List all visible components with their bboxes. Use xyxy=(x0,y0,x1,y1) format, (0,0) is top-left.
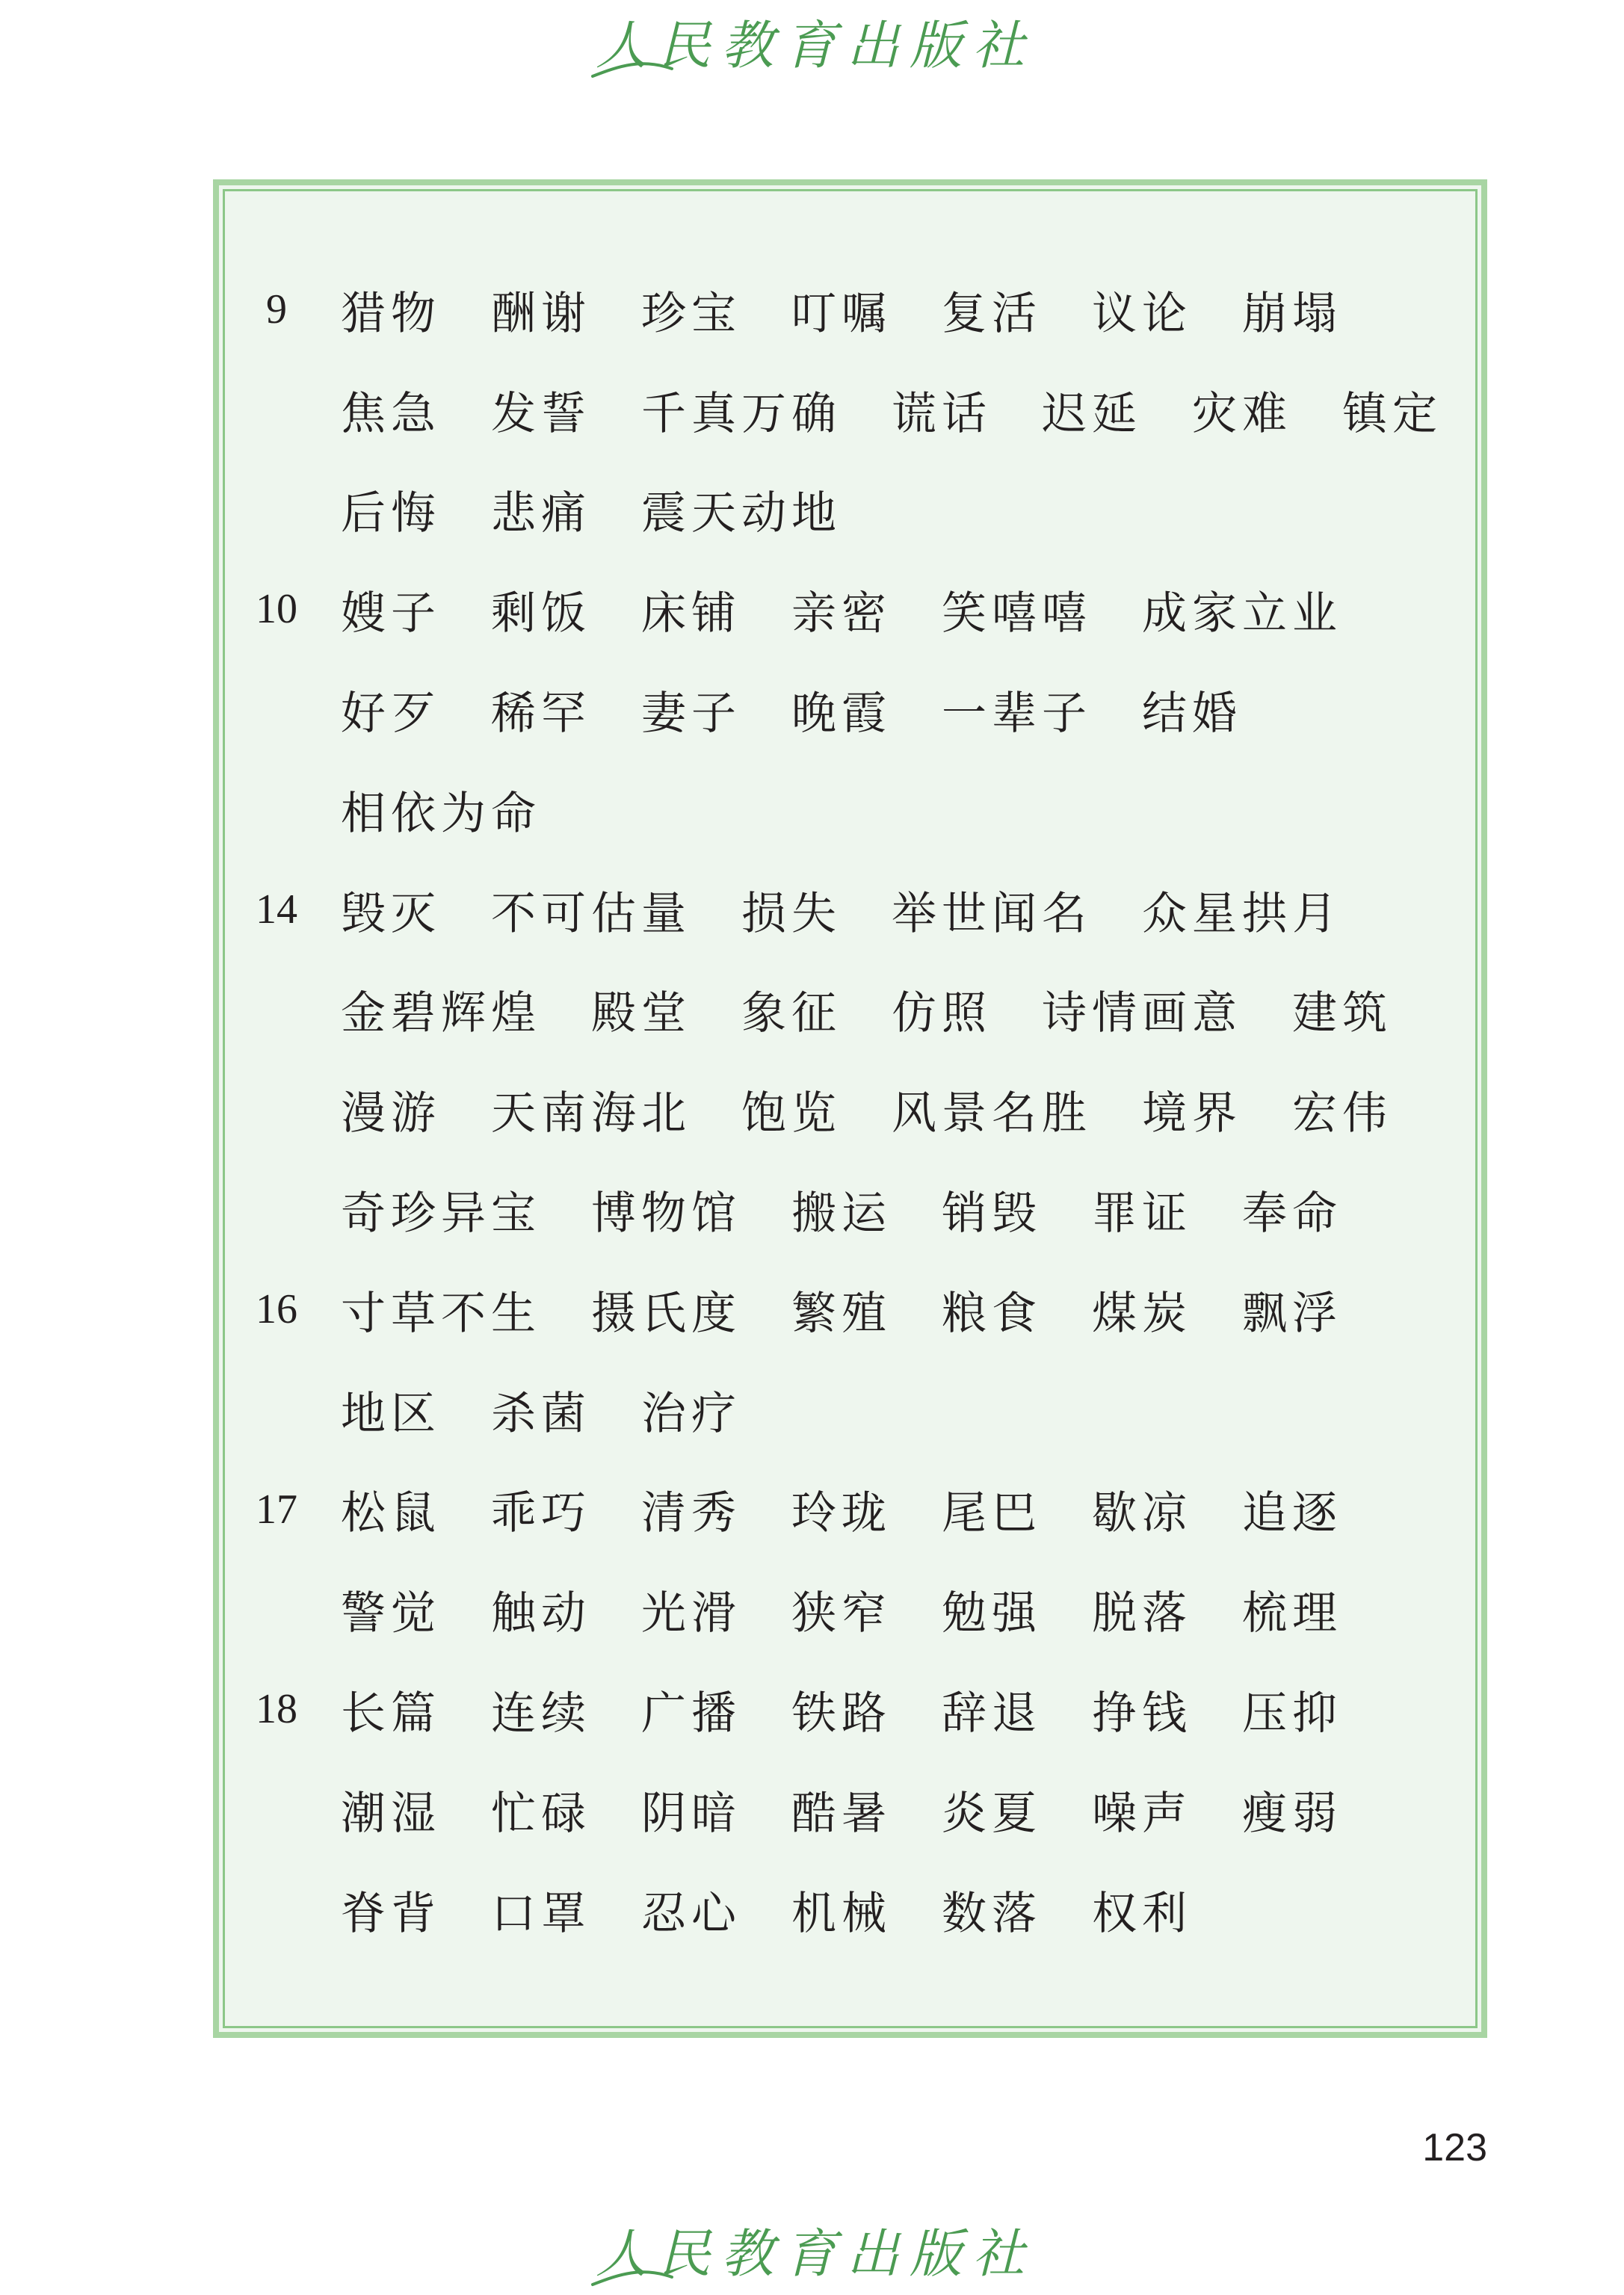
vocab-word: 忍心 xyxy=(641,1887,741,1940)
vocab-word: 叮嘱 xyxy=(791,287,892,340)
vocab-word: 数落 xyxy=(942,1887,1042,1940)
vocab-word: 炎夏 xyxy=(942,1787,1042,1840)
vocab-word: 销毁 xyxy=(942,1187,1042,1241)
vocab-word: 风景名胜 xyxy=(892,1087,1092,1140)
vocab-word: 脊背 xyxy=(341,1887,441,1940)
vocab-line xyxy=(341,1560,1477,1660)
vocab-word: 焦急 xyxy=(341,387,441,440)
vocab-word: 口罩 xyxy=(491,1887,591,1940)
vocab-word: 仿照 xyxy=(892,987,992,1040)
vocab-word: 镇定 xyxy=(1342,387,1442,440)
vocab-word: 晚霞 xyxy=(791,688,892,741)
vocab-word: 酷暑 xyxy=(791,1787,892,1840)
vocab-word: 好歹 xyxy=(341,688,441,741)
vocab-word: 一辈子 xyxy=(942,688,1092,741)
vocab-line xyxy=(341,960,1477,1060)
vocab-line xyxy=(341,1460,1477,1560)
vocab-word: 嫂子 xyxy=(341,587,441,640)
lesson-group xyxy=(256,1660,1477,1959)
publisher-logo-text: 人民教育出版社 xyxy=(596,18,1035,75)
vocab-line xyxy=(341,860,1477,960)
lesson-group xyxy=(256,1260,1477,1460)
vocab-word: 境界 xyxy=(1142,1087,1242,1140)
vocab-word: 结婚 xyxy=(1142,688,1242,741)
vocab-word: 博物馆 xyxy=(591,1187,741,1241)
vocab-word: 宏伟 xyxy=(1292,1087,1392,1140)
vocabulary-list xyxy=(256,260,1477,1960)
vocab-line xyxy=(341,1760,1477,1860)
vocab-word: 稀罕 xyxy=(491,688,591,741)
vocab-word: 象征 xyxy=(741,987,842,1040)
vocab-word: 相依为命 xyxy=(341,787,541,840)
publisher-logo-footer xyxy=(596,2222,1044,2289)
vocab-word: 后悔 xyxy=(341,487,441,540)
publisher-logo-header xyxy=(596,13,1044,81)
vocab-word: 松鼠 xyxy=(341,1487,441,1540)
vocab-word: 清秀 xyxy=(641,1487,741,1540)
lesson-group xyxy=(266,260,1477,560)
vocab-word: 崩塌 xyxy=(1242,287,1342,340)
vocab-word: 金碧辉煌 xyxy=(341,987,541,1040)
vocab-line xyxy=(341,1060,1477,1160)
lesson-number: 17 xyxy=(256,1486,297,1533)
vocab-word: 复活 xyxy=(942,287,1042,340)
vocab-line xyxy=(341,1160,1477,1260)
vocab-line xyxy=(341,360,1477,460)
vocab-word: 议论 xyxy=(1092,287,1192,340)
vocab-word: 千真万确 xyxy=(641,387,842,440)
vocab-word: 尾巴 xyxy=(942,1487,1042,1540)
vocab-word: 灾难 xyxy=(1192,387,1292,440)
vocab-word: 阴暗 xyxy=(641,1787,741,1840)
lesson-group xyxy=(256,1460,1477,1661)
vocab-word: 殿堂 xyxy=(591,987,691,1040)
vocab-word: 脱落 xyxy=(1092,1587,1192,1640)
vocab-word: 摄氏度 xyxy=(591,1287,741,1340)
vocab-word: 饱览 xyxy=(741,1087,842,1140)
page-number: 123 xyxy=(1422,2126,1487,2169)
vocab-line xyxy=(341,1360,1477,1460)
vocab-line xyxy=(341,1860,1477,1960)
vocab-word: 治疗 xyxy=(641,1387,741,1440)
vocab-word: 噪声 xyxy=(1092,1787,1192,1840)
vocab-word: 亲密 xyxy=(791,587,892,640)
vocab-word: 毁灭 xyxy=(341,887,441,940)
lesson-group xyxy=(256,560,1477,859)
lesson-number: 18 xyxy=(256,1686,297,1733)
vocab-word: 挣钱 xyxy=(1092,1687,1192,1740)
vocab-word: 床铺 xyxy=(641,587,741,640)
vocab-word: 长篇 xyxy=(341,1687,441,1740)
vocab-word: 潮湿 xyxy=(341,1787,441,1840)
vocab-line xyxy=(341,1260,1477,1360)
vocab-word: 追逐 xyxy=(1242,1487,1342,1540)
vocab-word: 罪证 xyxy=(1092,1187,1192,1241)
vocab-word: 诗情画意 xyxy=(1042,987,1242,1040)
vocab-word: 漫游 xyxy=(341,1087,441,1140)
vocab-word: 剩饭 xyxy=(491,587,591,640)
vocab-word: 谎话 xyxy=(892,387,992,440)
lesson-number: 10 xyxy=(256,586,297,633)
lesson-number: 9 xyxy=(266,286,287,333)
vocab-word: 警觉 xyxy=(341,1587,441,1640)
vocab-word: 繁殖 xyxy=(791,1287,892,1340)
vocab-word: 忙碌 xyxy=(491,1787,591,1840)
vocab-word: 压抑 xyxy=(1242,1687,1342,1740)
vocab-word: 举世闻名 xyxy=(892,887,1092,940)
vocab-word: 机械 xyxy=(791,1887,892,1940)
vocab-word: 猎物 xyxy=(341,287,441,340)
vocab-word: 迟延 xyxy=(1042,387,1142,440)
lesson-group xyxy=(256,860,1477,1260)
vocab-word: 乖巧 xyxy=(491,1487,591,1540)
vocab-word: 众星拱月 xyxy=(1142,887,1342,940)
vocab-word: 歇凉 xyxy=(1092,1487,1192,1540)
vocab-line xyxy=(341,560,1477,660)
vocab-line xyxy=(341,760,1477,860)
vocab-word: 奇珍异宝 xyxy=(341,1187,541,1241)
vocab-word: 玲珑 xyxy=(791,1487,892,1540)
vocab-word: 飘浮 xyxy=(1242,1287,1342,1340)
vocab-word: 酬谢 xyxy=(491,287,591,340)
vocab-word: 铁路 xyxy=(791,1687,892,1740)
vocab-line xyxy=(341,660,1477,760)
lesson-number: 14 xyxy=(256,886,297,933)
vocab-word: 瘦弱 xyxy=(1242,1787,1342,1840)
vocab-word: 梳理 xyxy=(1242,1587,1342,1640)
vocab-word: 粮食 xyxy=(942,1287,1042,1340)
vocab-word: 悲痛 xyxy=(491,487,591,540)
vocab-word: 杀菌 xyxy=(491,1387,591,1440)
vocab-word: 珍宝 xyxy=(641,287,741,340)
vocab-word: 地区 xyxy=(341,1387,441,1440)
vocab-word: 广播 xyxy=(641,1687,741,1740)
publisher-logo-text: 人民教育出版社 xyxy=(596,2226,1035,2284)
vocab-line xyxy=(341,460,1477,560)
vocab-word: 奉命 xyxy=(1242,1187,1342,1241)
vocab-word: 触动 xyxy=(491,1587,591,1640)
vocab-word: 煤炭 xyxy=(1092,1287,1192,1340)
vocab-line xyxy=(341,1660,1477,1760)
vocab-word: 狭窄 xyxy=(791,1587,892,1640)
vocab-word: 建筑 xyxy=(1292,987,1392,1040)
vocab-word: 勉强 xyxy=(942,1587,1042,1640)
vocab-word: 不可估量 xyxy=(491,887,691,940)
vocab-word: 光滑 xyxy=(641,1587,741,1640)
vocab-word: 笑嘻嘻 xyxy=(942,587,1092,640)
vocab-word: 搬运 xyxy=(791,1187,892,1241)
vocab-word: 连续 xyxy=(491,1687,591,1740)
lesson-number: 16 xyxy=(256,1285,297,1332)
vocab-word: 权利 xyxy=(1092,1887,1192,1940)
vocab-word: 妻子 xyxy=(641,688,741,741)
vocab-word: 震天动地 xyxy=(641,487,842,540)
vocab-word: 发誓 xyxy=(491,387,591,440)
vocab-word: 损失 xyxy=(741,887,842,940)
vocab-line xyxy=(341,260,1477,360)
vocab-word: 成家立业 xyxy=(1142,587,1342,640)
vocab-word: 寸草不生 xyxy=(341,1287,541,1340)
vocab-word: 天南海北 xyxy=(491,1087,691,1140)
vocab-word: 辞退 xyxy=(942,1687,1042,1740)
